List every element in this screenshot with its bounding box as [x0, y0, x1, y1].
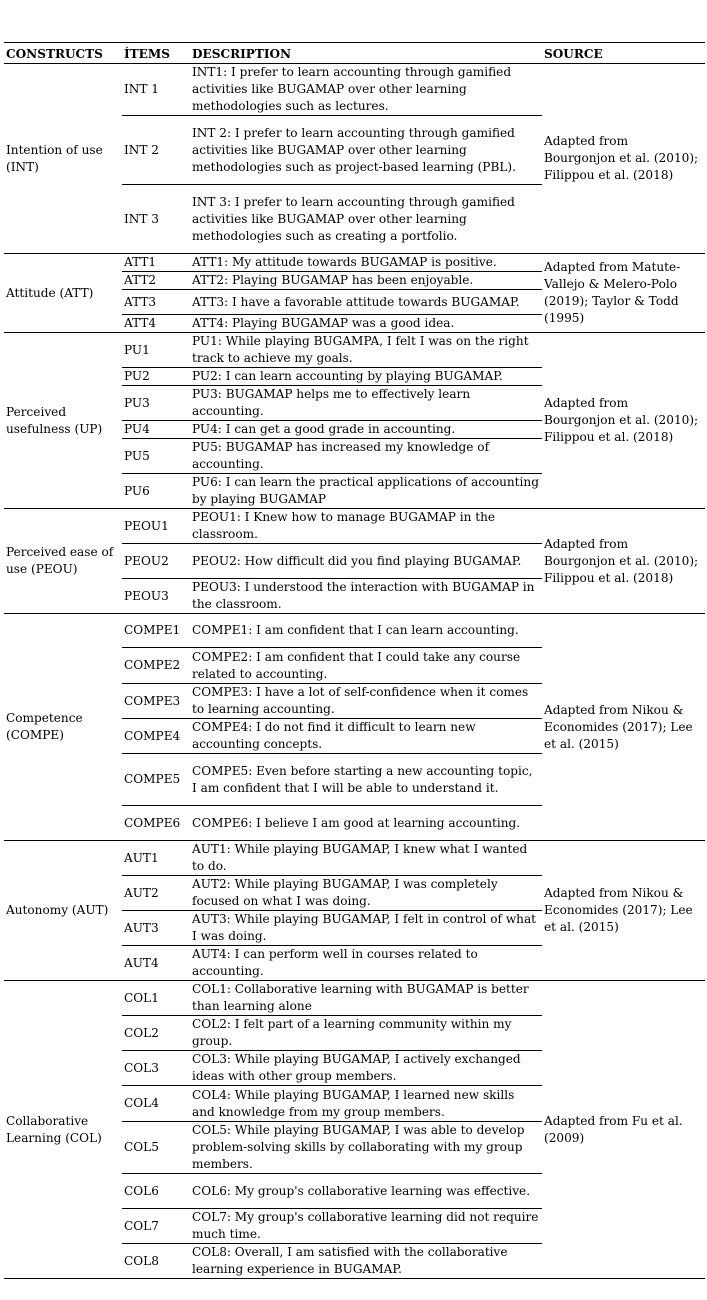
table-row	[4, 254, 705, 272]
item-cell: INT 3	[122, 185, 190, 254]
description-cell: ATT3: I have a favorable attitude towards BUGAMAP.	[190, 290, 542, 315]
description-cell: AUT3: While playing BUGAMAP, I felt in control of what I was doing.	[190, 911, 542, 946]
description-cell: COMPE1: I am confident that I can learn accounting.	[190, 614, 542, 648]
source-cell: Adapted from Bourgonjon et al. (2010); Filippou et al. (2018)	[542, 333, 705, 509]
table-row	[4, 981, 705, 1016]
description-cell: COMPE2: I am confident that I could take any course related to accounting.	[190, 648, 542, 684]
description-cell: INT 3: I prefer to learn accounting through gamified activities like BUGAMAP over other learning methodologies such as creating a portfolio.	[190, 185, 542, 254]
item-cell: PU4	[122, 421, 190, 439]
header-items: ÍTEMS	[122, 43, 190, 64]
header-row	[4, 43, 705, 64]
item-cell: PU5	[122, 439, 190, 474]
description-cell: COL7: My group's collaborative learning did not require much time.	[190, 1209, 542, 1244]
item-cell: PU6	[122, 474, 190, 509]
description-cell: COL3: While playing BUGAMAP, I actively exchanged ideas with other group members.	[190, 1051, 542, 1086]
description-cell: AUT4: I can perform well in courses related to accounting.	[190, 946, 542, 981]
item-cell: AUT3	[122, 911, 190, 946]
description-cell: PEOU1: I Knew how to manage BUGAMAP in the classroom.	[190, 509, 542, 544]
table-row	[4, 333, 705, 368]
item-cell: COMPE5	[122, 754, 190, 806]
description-cell: PU3: BUGAMAP helps me to effectively learn accounting.	[190, 386, 542, 421]
construct-cell: Intention of use (INT)	[4, 64, 122, 254]
description-cell: PEOU2: How difficult did you find playing BUGAMAP.	[190, 544, 542, 579]
item-cell: COL5	[122, 1122, 190, 1174]
table-row	[4, 614, 705, 648]
source-cell: Adapted from Nikou & Economides (2017); Lee et al. (2015)	[542, 614, 705, 841]
header-description: DESCRIPTION	[190, 43, 542, 64]
description-cell: ATT4: Playing BUGAMAP was a good idea.	[190, 315, 542, 333]
header-source: SOURCE	[542, 43, 705, 64]
item-cell: PEOU1	[122, 509, 190, 544]
description-cell: COL5: While playing BUGAMAP, I was able to develop problem-solving skills by collaborating with my group members.	[190, 1122, 542, 1174]
item-cell: PU2	[122, 368, 190, 386]
construct-cell: Attitude (ATT)	[4, 254, 122, 333]
source-cell: Adapted from Nikou & Economides (2017); Lee et al. (2015)	[542, 841, 705, 981]
construct-cell: Perceived usefulness (UP)	[4, 333, 122, 509]
item-cell: COL8	[122, 1244, 190, 1279]
construct-cell: Autonomy (AUT)	[4, 841, 122, 981]
description-cell: COL8: Overall, I am satisfied with the collaborative learning experience in BUGAMAP.	[190, 1244, 542, 1279]
source-cell: Adapted from Bourgonjon et al. (2010); Filippou et al. (2018)	[542, 64, 705, 254]
item-cell: ATT4	[122, 315, 190, 333]
item-cell: COL6	[122, 1174, 190, 1209]
description-cell: PU1: While playing BUGAMPA, I felt I was on the right track to achieve my goals.	[190, 333, 542, 368]
description-cell: AUT2: While playing BUGAMAP, I was completely focused on what I was doing.	[190, 876, 542, 911]
table-row	[4, 64, 705, 116]
item-cell: COMPE2	[122, 648, 190, 684]
description-cell: COMPE5: Even before starting a new accounting topic, I am confident that I will be able to understand it.	[190, 754, 542, 806]
item-cell: ATT1	[122, 254, 190, 272]
item-cell: ATT3	[122, 290, 190, 315]
description-cell: PEOU3: I understood the interaction with BUGAMAP in the classroom.	[190, 579, 542, 614]
item-cell: INT 1	[122, 64, 190, 116]
description-cell: PU6: I can learn the practical applications of accounting by playing BUGAMAP	[190, 474, 542, 509]
item-cell: AUT2	[122, 876, 190, 911]
description-cell: PU4: I can get a good grade in accounting.	[190, 421, 542, 439]
description-cell: COL6: My group's collaborative learning was effective.	[190, 1174, 542, 1209]
item-cell: COL1	[122, 981, 190, 1016]
item-cell: INT 2	[122, 116, 190, 185]
construct-cell: Collaborative Learning (COL)	[4, 981, 122, 1279]
construct-cell: Competence (COMPE)	[4, 614, 122, 841]
table-body	[4, 64, 705, 1279]
item-cell: AUT1	[122, 841, 190, 876]
item-cell: ATT2	[122, 272, 190, 290]
item-cell: COL4	[122, 1086, 190, 1122]
description-cell: PU5: BUGAMAP has increased my knowledge of accounting.	[190, 439, 542, 474]
description-cell: COL1: Collaborative learning with BUGAMAP is better than learning alone	[190, 981, 542, 1016]
item-cell: PEOU3	[122, 579, 190, 614]
header-constructs: CONSTRUCTS	[4, 43, 122, 64]
description-cell: INT1: I prefer to learn accounting through gamified activities like BUGAMAP over other learning methodologies such as lectures.	[190, 64, 542, 116]
source-cell: Adapted from Fu et al. (2009)	[542, 981, 705, 1279]
constructs-table	[4, 42, 705, 1279]
item-cell: COMPE6	[122, 806, 190, 841]
table-row	[4, 841, 705, 876]
description-cell: COMPE4: I do not find it difficult to learn new accounting concepts.	[190, 719, 542, 754]
description-cell: ATT1: My attitude towards BUGAMAP is positive.	[190, 254, 542, 272]
item-cell: COMPE4	[122, 719, 190, 754]
item-cell: PEOU2	[122, 544, 190, 579]
construct-cell: Perceived ease of use (PEOU)	[4, 509, 122, 614]
item-cell: COL2	[122, 1016, 190, 1051]
description-cell: ATT2: Playing BUGAMAP has been enjoyable.	[190, 272, 542, 290]
item-cell: COMPE3	[122, 684, 190, 719]
item-cell: COL7	[122, 1209, 190, 1244]
description-cell: INT 2: I prefer to learn accounting through gamified activities like BUGAMAP over other learning methodologies such as project-based learning (PBL).	[190, 116, 542, 185]
item-cell: PU3	[122, 386, 190, 421]
description-cell: COL2: I felt part of a learning community within my group.	[190, 1016, 542, 1051]
source-cell: Adapted from Matute-Vallejo & Melero-Polo (2019); Taylor & Todd (1995)	[542, 254, 705, 333]
item-cell: COMPE1	[122, 614, 190, 648]
item-cell: PU1	[122, 333, 190, 368]
description-cell: PU2: I can learn accounting by playing BUGAMAP.	[190, 368, 542, 386]
table-row	[4, 509, 705, 544]
item-cell: AUT4	[122, 946, 190, 981]
description-cell: AUT1: While playing BUGAMAP, I knew what I wanted to do.	[190, 841, 542, 876]
item-cell: COL3	[122, 1051, 190, 1086]
description-cell: COMPE3: I have a lot of self-confidence when it comes to learning accounting.	[190, 684, 542, 719]
description-cell: COL4: While playing BUGAMAP, I learned new skills and knowledge from my group members.	[190, 1086, 542, 1122]
description-cell: COMPE6: I believe I am good at learning accounting.	[190, 806, 542, 841]
source-cell: Adapted from Bourgonjon et al. (2010); Filippou et al. (2018)	[542, 509, 705, 614]
